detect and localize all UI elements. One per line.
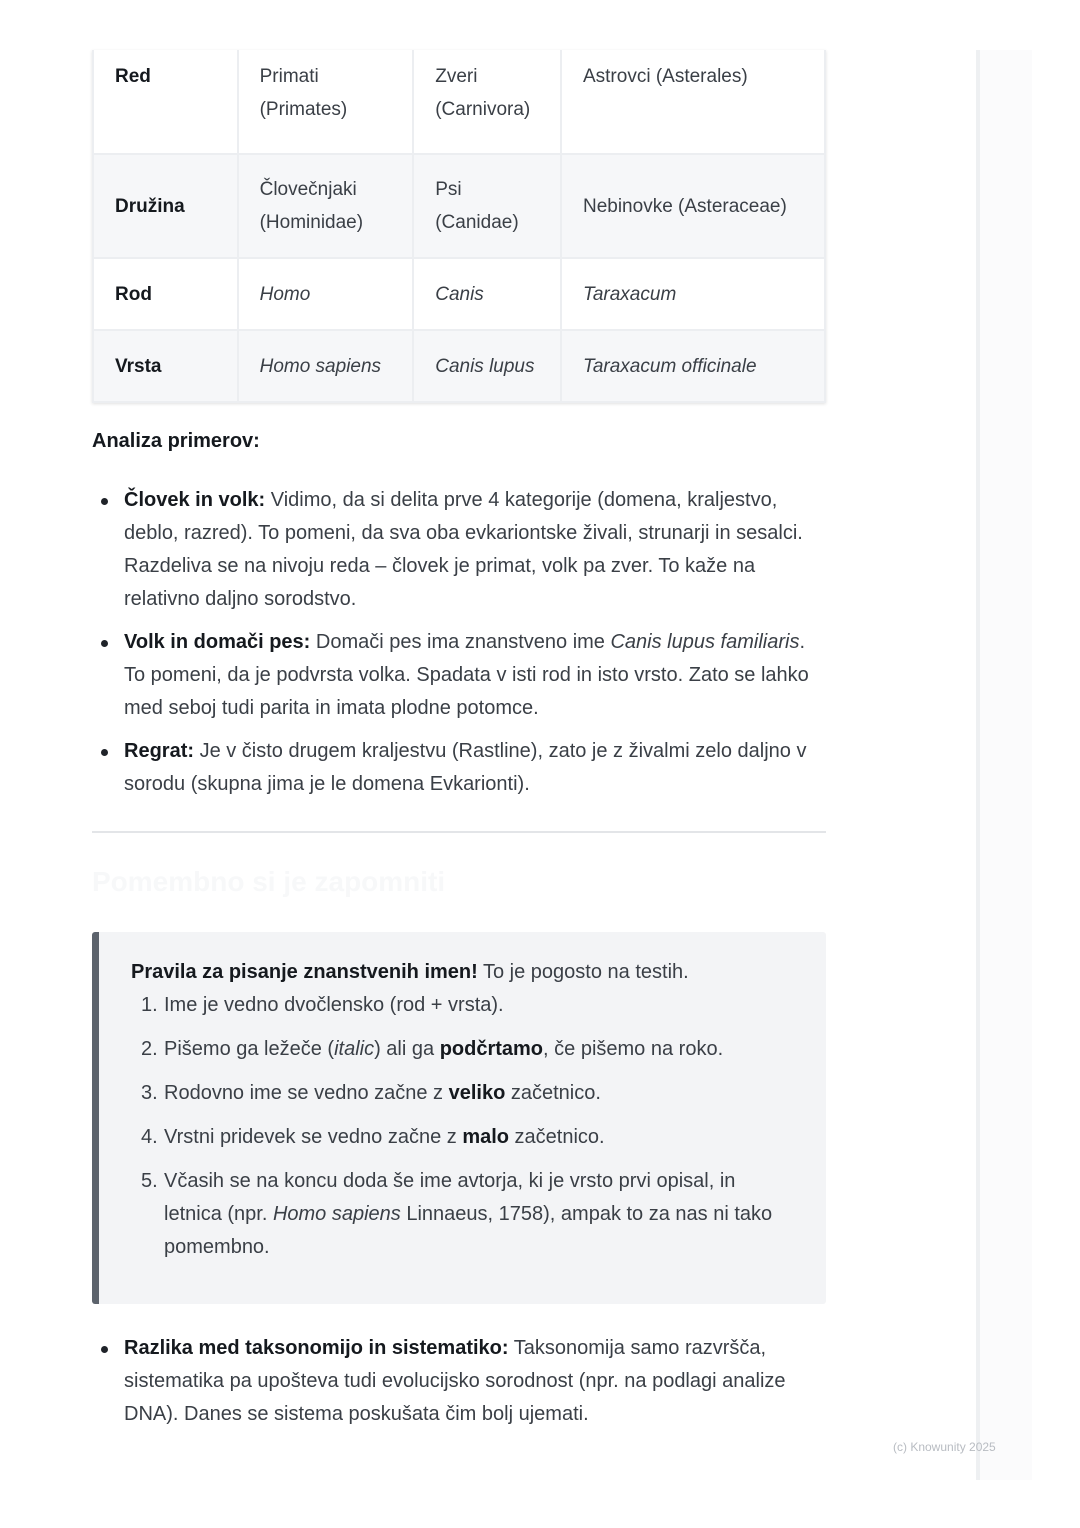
callout-lead (131, 956, 821, 989)
rank-cell: Družina (93, 154, 238, 258)
wolf-cell (413, 154, 561, 258)
item-text: Včasih se na koncu doda še ime avtorja, ki je vrsto prvi opisal, in letnica (npr. (164, 1170, 736, 1225)
dandelion-cell: Taraxacum (561, 258, 825, 330)
item-label: Regrat: (124, 740, 195, 762)
dandelion-cell: Astrovci (Asterales) (561, 50, 825, 154)
list-item (141, 1033, 781, 1066)
item-label: Človek in volk: (124, 489, 266, 511)
human-cell: Homo sapiens (238, 330, 414, 402)
section-heading: Pomembno si je zapomniti (92, 866, 446, 897)
item-number: 1. (141, 994, 158, 1016)
list-item (141, 989, 781, 1022)
cell-line: Zveri (435, 66, 478, 87)
analysis-title: Analiza primerov: (92, 430, 260, 452)
dandelion-cell: Taraxacum officinale (561, 330, 825, 402)
cell-line: (Primates) (259, 99, 348, 120)
cell-line: Primati (259, 66, 319, 87)
item-text: Je v čisto drugem kraljestvu (Rastline), zato je z živalmi zelo daljno v sorodu (skupna jima je le domena Evkarionti). (124, 740, 807, 795)
table-row (93, 50, 825, 154)
bold-text: podčrtamo (439, 1038, 544, 1060)
dandelion-cell: Nebinovke (Asteraceae) (561, 154, 825, 258)
cell-line: Človečnjaki (259, 179, 357, 200)
item-label: Razlika med taksonomijo in sistematiko: (124, 1337, 509, 1359)
taxonomy-table (92, 50, 826, 403)
sidebar-panel (980, 50, 1032, 1480)
list-item (141, 1121, 781, 1154)
callout-lead-text: To je pogosto na testih. (477, 961, 689, 983)
cell-line: Psi (435, 179, 462, 200)
item-label: Volk in domači pes: (124, 631, 311, 653)
human-cell (238, 50, 414, 154)
wolf-cell (413, 50, 561, 154)
list-item (92, 484, 827, 616)
item-text: Ime je vedno dvočlensko (rod + vrsta). (164, 994, 504, 1016)
cell-line: (Canidae) (435, 212, 519, 233)
italic-text: italic (334, 1038, 375, 1060)
final-list (92, 1332, 827, 1431)
cell-line: (Hominidae) (259, 212, 364, 233)
item-text: začetnico. (509, 1126, 605, 1148)
list-item (141, 1077, 781, 1110)
item-text: Pišemo ga ležeče ( (164, 1038, 335, 1060)
item-text: Domači pes ima znanstveno ime (310, 631, 611, 653)
callout-lead-bold: Pravila za pisanje znanstvenih imen! (131, 961, 478, 983)
item-number: 3. (141, 1082, 158, 1104)
list-item (141, 1165, 781, 1264)
table-row (93, 330, 825, 402)
rank-cell: Rod (93, 258, 238, 330)
item-number: 4. (141, 1126, 158, 1148)
item-text: Vrstni pridevek se vedno začne z (164, 1126, 463, 1148)
scientific-name: Canis lupus familiaris (610, 631, 800, 653)
item-text: Rodovno ime se vedno začne z (164, 1082, 449, 1104)
copyright-text: (c) Knowunity 2025 (893, 1440, 996, 1454)
item-text: Vidimo, da si delita prve 4 kategorije (domena, kraljestvo, deblo, razred). To pomeni, da sva oba evkariontske živali, strunarji in sesalci. Razdeliva se na nivoju reda – človek je primat, volk pa zver. To kaže na relativno daljno sorodstvo. (124, 489, 803, 610)
table-row (93, 154, 825, 258)
rules-list (141, 989, 781, 1275)
cell-line: (Carnivora) (435, 99, 531, 120)
item-text: Taksonomija samo razvršča, sistematika pa upošteva tudi evolucijsko sorodnost (npr. na podlagi analize DNA). Danes se sistema poskušata čim bolj ujemati. (124, 1337, 786, 1425)
item-number: 5. (141, 1170, 158, 1192)
item-text: . To pomeni, da je podvrsta volka. Spadata v isti rod in isto vrsto. Zato se lahko med seboj tudi parita in imata plodne potomce. (124, 631, 809, 719)
item-text: , če pišemo na roko. (543, 1038, 724, 1060)
item-text: Linnaeus, 1758), ampak to za nas ni tako pomembno. (164, 1203, 773, 1258)
bold-text: veliko (448, 1082, 506, 1104)
item-text: ) ali ga (374, 1038, 440, 1060)
list-item (92, 1332, 827, 1431)
human-cell (238, 154, 414, 258)
analysis-list (92, 484, 827, 811)
list-item (92, 735, 827, 801)
rank-cell: Vrsta (93, 330, 238, 402)
divider (92, 831, 826, 833)
item-number: 2. (141, 1038, 158, 1060)
italic-text: Homo sapiens (272, 1203, 401, 1225)
callout-box (92, 932, 826, 1304)
wolf-cell: Canis (413, 258, 561, 330)
list-item (92, 626, 827, 725)
item-text: začetnico. (505, 1082, 601, 1104)
wolf-cell: Canis lupus (413, 330, 561, 402)
rank-cell: Red (93, 50, 238, 154)
table-row (93, 258, 825, 330)
human-cell: Homo (238, 258, 414, 330)
bold-text: malo (462, 1126, 509, 1148)
